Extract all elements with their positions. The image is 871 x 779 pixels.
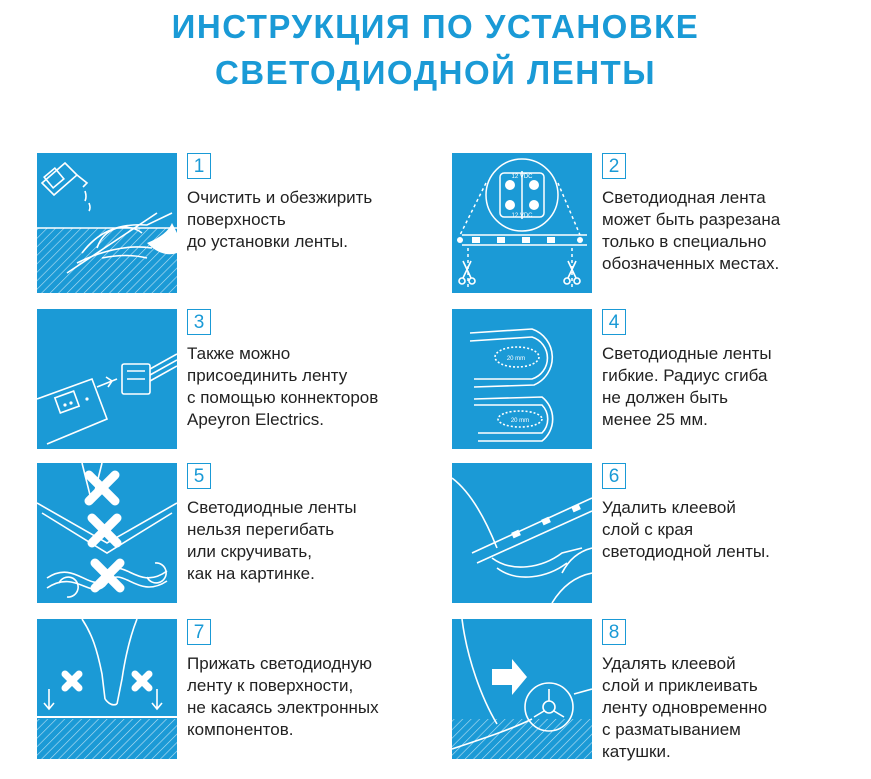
step-text-line: не должен быть bbox=[602, 388, 729, 407]
voltage-label-bottom: 12 VDC bbox=[511, 213, 533, 219]
step-text-line: компонентов. bbox=[187, 720, 294, 739]
page-title bbox=[0, 4, 871, 96]
step-text-line: менее 25 мм. bbox=[602, 410, 708, 429]
step-text-line: поверхность bbox=[187, 210, 286, 229]
no-bend-no-twist-icon bbox=[37, 463, 177, 603]
step-6 bbox=[452, 463, 852, 608]
peel-adhesive-icon bbox=[452, 463, 592, 603]
step-number: 1 bbox=[187, 153, 211, 179]
step-number: 7 bbox=[187, 619, 211, 645]
cleaning-surface-icon bbox=[37, 153, 177, 293]
title-line-1: ИНСТРУКЦИЯ ПО УСТАНОВКЕ bbox=[171, 8, 700, 45]
step-text-line: катушки. bbox=[602, 742, 671, 761]
step-text-line: только в специально bbox=[602, 232, 767, 251]
step-number: 6 bbox=[602, 463, 626, 489]
connector-icon bbox=[37, 309, 177, 449]
step-text-line: Удалять клеевой bbox=[602, 654, 736, 673]
step-text-line: Удалить клеевой bbox=[602, 498, 736, 517]
step-text-line: ленту одновременно bbox=[602, 698, 768, 717]
step-text-line: слой и приклеивать bbox=[602, 676, 758, 695]
step-number: 4 bbox=[602, 309, 626, 335]
step-text-line: Светодиодные ленты bbox=[602, 344, 772, 363]
step-text bbox=[602, 187, 857, 275]
step-text-line: слой с края bbox=[602, 520, 694, 539]
step-text-line: гибкие. Радиус сгиба bbox=[602, 366, 768, 385]
step-text-line: Очистить и обезжирить bbox=[187, 188, 373, 207]
step-text-line: Светодиодные ленты bbox=[187, 498, 357, 517]
step-text bbox=[187, 653, 442, 741]
step-text-line: ленту к поверхности, bbox=[187, 676, 354, 695]
step-text-line: Также можно bbox=[187, 344, 291, 363]
step-text bbox=[602, 343, 857, 431]
step-text-line: с разматыванием bbox=[602, 720, 741, 739]
step-number: 5 bbox=[187, 463, 211, 489]
step-text bbox=[187, 187, 442, 253]
step-number: 8 bbox=[602, 619, 626, 645]
unroll-reel-icon bbox=[452, 619, 592, 759]
step-5 bbox=[37, 463, 437, 608]
step-8 bbox=[452, 619, 852, 764]
step-text-line: как на картинке. bbox=[187, 564, 315, 583]
step-text bbox=[187, 497, 442, 585]
step-text-line: нельзя перегибать bbox=[187, 520, 335, 539]
step-text-line: до установки ленты. bbox=[187, 232, 348, 251]
radius-label-bottom: 20 mm bbox=[510, 418, 530, 424]
radius-label-top: 20 mm bbox=[506, 356, 526, 362]
step-text-line: Apeyron Electrics. bbox=[187, 410, 324, 429]
step-text-line: или скручивать, bbox=[187, 542, 312, 561]
step-text-line: обозначенных местах. bbox=[602, 254, 780, 273]
step-text-line: может быть разрезана bbox=[602, 210, 781, 229]
step-text-line: светодиодной ленты. bbox=[602, 542, 770, 561]
step-text-line: присоединить ленту bbox=[187, 366, 348, 385]
step-text bbox=[187, 343, 442, 431]
step-2 bbox=[452, 153, 852, 298]
step-number: 3 bbox=[187, 309, 211, 335]
bend-radius-icon bbox=[452, 309, 592, 449]
cut-marks-scissors-icon bbox=[452, 153, 592, 293]
press-tape-icon bbox=[37, 619, 177, 759]
step-text-line: Светодиодная лента bbox=[602, 188, 766, 207]
step-text bbox=[602, 497, 857, 563]
step-7 bbox=[37, 619, 437, 764]
step-number: 2 bbox=[602, 153, 626, 179]
step-4 bbox=[452, 309, 852, 454]
step-text-line: с помощью коннекторов bbox=[187, 388, 379, 407]
step-text bbox=[602, 653, 857, 763]
voltage-label-top: 12 VDC bbox=[511, 174, 533, 180]
step-1 bbox=[37, 153, 437, 298]
title-line-2: СВЕТОДИОДНОЙ ЛЕНТЫ bbox=[214, 54, 657, 91]
step-text-line: Прижать светодиодную bbox=[187, 654, 372, 673]
step-3 bbox=[37, 309, 437, 454]
step-text-line: не касаясь электронных bbox=[187, 698, 379, 717]
